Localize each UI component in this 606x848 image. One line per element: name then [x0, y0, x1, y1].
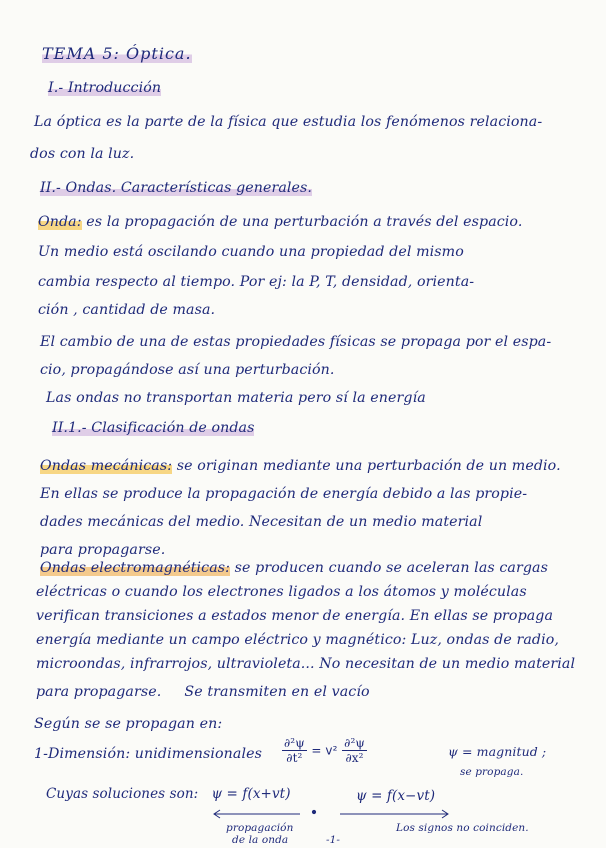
onda-line-2: Un medio está oscilando cuando una propiedad del mismo — [38, 244, 464, 260]
heading-text: II.1.- Clasificación de ondas — [52, 420, 255, 436]
em-line-6-b: Se transmiten en el vacío — [184, 684, 370, 700]
psi-note-1: ψ = magnitud ; — [448, 744, 547, 759]
dot-mark — [312, 810, 315, 813]
intro-line-2: dos con la luz. — [30, 146, 135, 162]
em-line-4: energía mediante un campo eléctrico y magnético: Luz, ondas de radio, — [36, 632, 559, 648]
eq-lhs-num: ∂²ψ — [284, 736, 305, 750]
em-line-5: microondas, infrarrojos, ultravioleta... No necesitan de un medio material — [36, 656, 576, 672]
onda-line-4: ción , cantidad de masa. — [38, 302, 216, 318]
em-definition: se producen cuando se aceleran las cargas — [234, 560, 548, 576]
onda-line-3: cambia respecto al tiempo. Por ej: la P, T, densidad, orienta- — [38, 274, 475, 290]
mec-definition: se originan mediante una perturbación de un medio. — [176, 458, 561, 474]
title-text: TEMA 5: Óptica. — [42, 44, 192, 63]
eq-lhs-den: ∂t² — [286, 751, 303, 765]
onda-definition: es la propagación de una perturbación a través del espacio. — [86, 214, 523, 230]
solution-2: ψ = f(x−vt) — [356, 788, 436, 804]
mec-line-3: dades mecánicas del medio. Necesitan de un medio material — [40, 514, 483, 530]
heading-text: II.- Ondas. Características generales. — [40, 180, 313, 196]
em-line-6-a: para propagarse. — [36, 684, 162, 700]
term-ondas-electromagneticas: Ondas electromagnéticas: — [40, 560, 231, 576]
term-onda: Onda: — [38, 214, 82, 230]
mec-line-4: para propagarse. — [40, 542, 166, 558]
em-line-2: eléctricas o cuando los electrones ligados a los átomos y moléculas — [36, 584, 527, 600]
em-line-3: verifican transiciones a estados menor de energía. En ellas se propaga — [36, 608, 554, 624]
eq-mid: = v² — [311, 743, 338, 758]
psi-note-2: se propaga. — [460, 766, 524, 778]
intro-line-1: La óptica es la parte de la física que estudia los fenómenos relaciona- — [34, 114, 543, 130]
signos-note: Los signos no coinciden. — [396, 822, 529, 834]
page-number: -1- — [326, 834, 341, 846]
cambio-line-1: El cambio de una de estas propiedades físicas se propaga por el espa- — [40, 334, 552, 350]
prop-note-1: propagación — [226, 822, 294, 834]
cambio-line-2: cio, propagándose así una perturbación. — [40, 362, 335, 378]
heading-text: I.- Introducción — [48, 80, 162, 96]
prop-note-2: de la onda — [232, 834, 289, 846]
mec-line-2: En ellas se produce la propagación de energía debido a las propie- — [40, 486, 528, 502]
eq-rhs-den: ∂x² — [345, 751, 364, 765]
eq-rhs-num: ∂²ψ — [344, 736, 365, 750]
dimension-label: 1-Dimensión: unidimensionales — [34, 746, 262, 762]
segun-line: Según se se propagan en: — [34, 716, 223, 732]
solution-1: ψ = f(x+vt) — [211, 786, 291, 802]
term-ondas-mecanicas: Ondas mecánicas: — [40, 458, 173, 474]
transporte-line: Las ondas no transportan materia pero sí la energía — [46, 390, 426, 406]
soluciones-label: Cuyas soluciones son: — [46, 786, 199, 802]
